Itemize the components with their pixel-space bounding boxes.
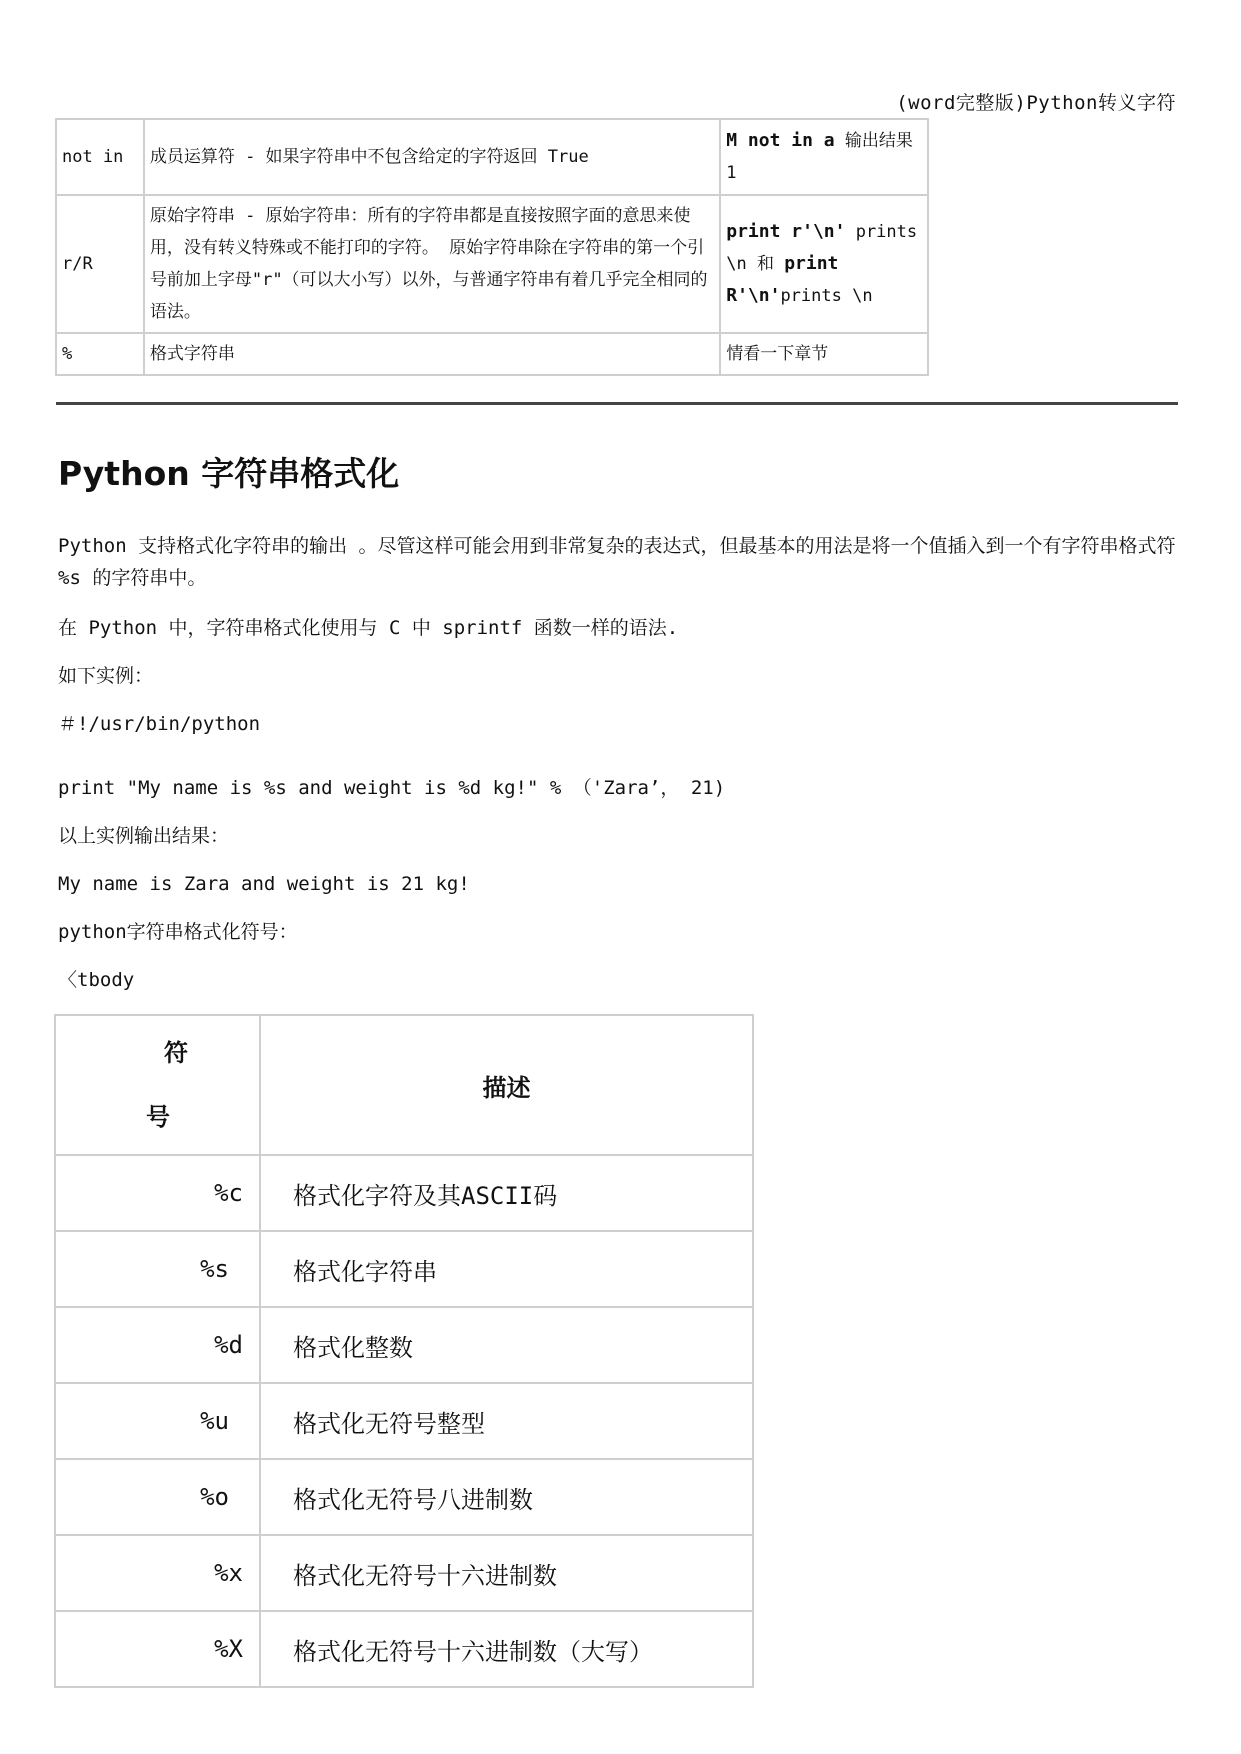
paragraph-sprintf: 在 Python 中，字符串格式化使用与 C 中 sprintf 函数一样的语法. bbox=[58, 617, 679, 639]
example-cell bbox=[720, 119, 928, 195]
description-cell: 格式字符串 bbox=[144, 333, 720, 375]
description-cell: 格式化无符号十六进制数 bbox=[260, 1535, 753, 1611]
table-header-row bbox=[55, 1015, 753, 1155]
symbol-cell: %X bbox=[55, 1611, 260, 1687]
paragraph-format-symbols: python字符串格式化符号： bbox=[58, 921, 298, 943]
table-row bbox=[56, 119, 928, 195]
operator-cell: % bbox=[56, 333, 144, 375]
tbody-text: 〈tbody bbox=[58, 969, 135, 991]
description-cell: 格式化无符号整型 bbox=[260, 1383, 753, 1459]
paragraph-example-label: 如下实例： bbox=[58, 665, 154, 687]
description-cell: 格式化字符串 bbox=[260, 1231, 753, 1307]
table-row bbox=[55, 1611, 753, 1687]
section-title: Python 字符串格式化 bbox=[58, 454, 400, 493]
operators-table bbox=[55, 118, 929, 376]
description-cell: 格式化整数 bbox=[260, 1307, 753, 1383]
example-code: print r'\n' bbox=[726, 221, 846, 242]
page-header-title: (word完整版)Python转义字符 bbox=[896, 92, 1176, 114]
operator-cell: r/R bbox=[56, 195, 144, 333]
table-row bbox=[56, 195, 928, 333]
table-row bbox=[55, 1231, 753, 1307]
code-output: My name is Zara and weight is 21 kg! bbox=[58, 873, 470, 895]
header-description-cell: 描述 bbox=[260, 1015, 753, 1155]
table-row bbox=[55, 1155, 753, 1231]
table-row bbox=[55, 1383, 753, 1459]
example-code: print R'\n' bbox=[726, 253, 839, 306]
paragraph-output-label: 以上实例输出结果： bbox=[58, 825, 230, 847]
table-row bbox=[55, 1307, 753, 1383]
symbol-cell: %c bbox=[55, 1155, 260, 1231]
paragraph-intro: Python 支持格式化字符串的输出 。尽管这样可能会用到非常复杂的表达式，但最基本的用法是将一个值插入到一个有字符串格式符 %s 的字符串中。 bbox=[58, 535, 1176, 589]
description-cell: 成员运算符 - 如果字符串中不包含给定的字符返回 True bbox=[144, 119, 720, 195]
example-text: prints \n bbox=[780, 286, 873, 306]
symbol-cell: %u bbox=[55, 1383, 260, 1459]
code-line-shebang: ＃!/usr/bin/python bbox=[58, 713, 261, 735]
example-code: M not in a bbox=[726, 130, 835, 151]
header-symbol-part-2: 号 bbox=[146, 1103, 170, 1131]
description-cell: 格式化字符及其ASCII码 bbox=[260, 1155, 753, 1231]
symbol-cell: %s bbox=[55, 1231, 260, 1307]
symbol-cell: %o bbox=[55, 1459, 260, 1535]
header-symbol-part-1: 符 bbox=[164, 1039, 188, 1067]
code-line-print: print "My name is %s and weight is %d kg!" % （'Zara’， 21) bbox=[58, 777, 726, 799]
format-symbols-table bbox=[54, 1014, 754, 1688]
symbol-cell: %x bbox=[55, 1535, 260, 1611]
horizontal-divider bbox=[56, 402, 1178, 405]
header-symbol-cell bbox=[55, 1015, 260, 1155]
example-cell: 情看一下章节 bbox=[720, 333, 928, 375]
example-cell bbox=[720, 195, 928, 333]
example-text: 输出结果 1 bbox=[726, 131, 913, 183]
example-text: prints \n 和 bbox=[726, 222, 918, 274]
operator-cell: not in bbox=[56, 119, 144, 195]
description-cell: 格式化无符号八进制数 bbox=[260, 1459, 753, 1535]
table-row bbox=[55, 1535, 753, 1611]
table-row bbox=[56, 333, 928, 375]
symbol-cell: %d bbox=[55, 1307, 260, 1383]
description-cell: 格式化无符号十六进制数（大写） bbox=[260, 1611, 753, 1687]
table-row bbox=[55, 1459, 753, 1535]
description-cell: 原始字符串 - 原始字符串：所有的字符串都是直接按照字面的意思来使用，没有转义特殊或不能打印的字符。 原始字符串除在字符串的第一个引号前加上字母"r"（可以大小写）以外，与普通字符串有着几乎完全相同的语法。 bbox=[144, 195, 720, 333]
